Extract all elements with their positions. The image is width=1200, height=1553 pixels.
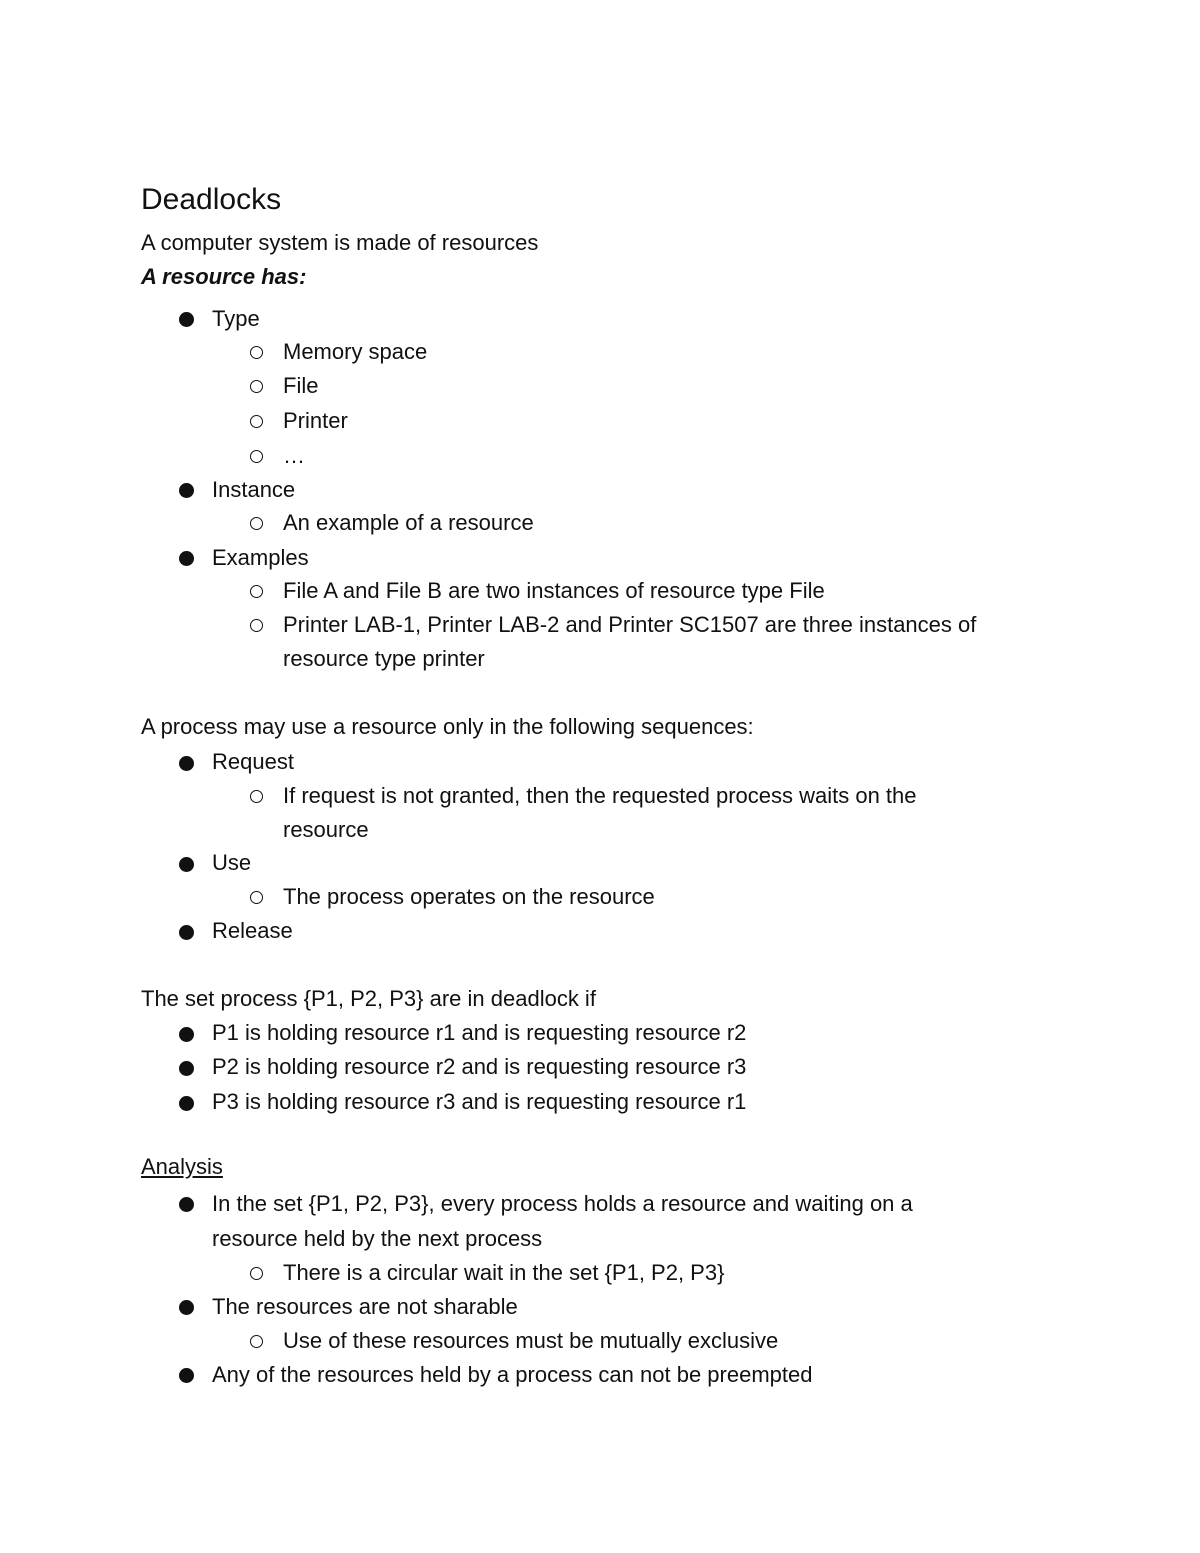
sub-bullet-icon [250,380,263,393]
bullet-icon [179,925,194,940]
list-item-instance: Instance [212,477,296,502]
analysis-item-circular: In the set {P1, P2, P3}, every process holds a resource and waiting on a [212,1191,913,1216]
bullet-icon [179,312,194,327]
deadlock-heading: The set process {P1, P2, P3} are in deadlock if [141,986,596,1011]
sub-bullet-icon [250,790,263,803]
sub-bullet-icon [250,585,263,598]
sub-bullet-icon [250,517,263,530]
analysis-item-no-preemption: Any of the resources held by a process can not be preempted [212,1362,813,1387]
sub-item-printer: Printer [283,408,348,433]
intro-text: A computer system is made of resources [141,230,539,255]
sub-item-example-printer: Printer LAB-1, Printer LAB-2 and Printer SC1507 are three instances of [283,612,977,637]
sub-bullet-icon [250,1335,263,1348]
bullet-icon [179,1197,194,1212]
sub-bullet-icon [250,346,263,359]
analysis-heading: Analysis [141,1154,223,1179]
analysis-item-circular-cont: resource held by the next process [212,1226,543,1251]
resource-heading: A resource has: [141,264,307,289]
sub-bullet-icon [250,1267,263,1280]
bullet-icon [179,756,194,771]
sub-item-example-file: File A and File B are two instances of resource type File [283,578,825,603]
sub-item-request-desc-cont: resource [283,817,369,842]
sub-item-ellipsis: … [283,443,305,468]
sub-item-use-desc: The process operates on the resource [283,884,655,909]
bullet-icon [179,551,194,566]
sub-item-instance-def: An example of a resource [283,510,534,535]
bullet-icon [179,1061,194,1076]
list-item-release: Release [212,918,293,943]
sequence-heading: A process may use a resource only in the following sequences: [141,714,754,739]
list-item-examples: Examples [212,545,309,570]
page-title: Deadlocks [141,183,282,216]
sub-item-file: File [283,373,319,398]
analysis-sub-mutual-exclusion: Use of these resources must be mutually exclusive [283,1328,779,1353]
bullet-icon [179,857,194,872]
analysis-sub-circular-wait: There is a circular wait in the set {P1, P2, P3} [283,1260,725,1285]
sub-item-example-printer-cont: resource type printer [283,646,485,671]
list-item-request: Request [212,749,294,774]
deadlock-item: P3 is holding resource r3 and is requesting resource r1 [212,1089,747,1114]
bullet-icon [179,1300,194,1315]
bullet-icon [179,483,194,498]
list-item-use: Use [212,850,252,875]
bullet-icon [179,1368,194,1383]
bullet-icon [179,1096,194,1111]
sub-bullet-icon [250,450,263,463]
sub-item-request-desc: If request is not granted, then the requested process waits on the [283,783,917,808]
bullet-icon [179,1027,194,1042]
list-item-type: Type [212,306,260,331]
sub-bullet-icon [250,415,263,428]
sub-bullet-icon [250,891,263,904]
deadlock-item: P2 is holding resource r2 and is requesting resource r3 [212,1054,747,1079]
analysis-item-not-sharable: The resources are not sharable [212,1294,518,1319]
sub-bullet-icon [250,619,263,632]
deadlock-item: P1 is holding resource r1 and is requesting resource r2 [212,1020,747,1045]
sub-item-memory-space: Memory space [283,339,428,364]
